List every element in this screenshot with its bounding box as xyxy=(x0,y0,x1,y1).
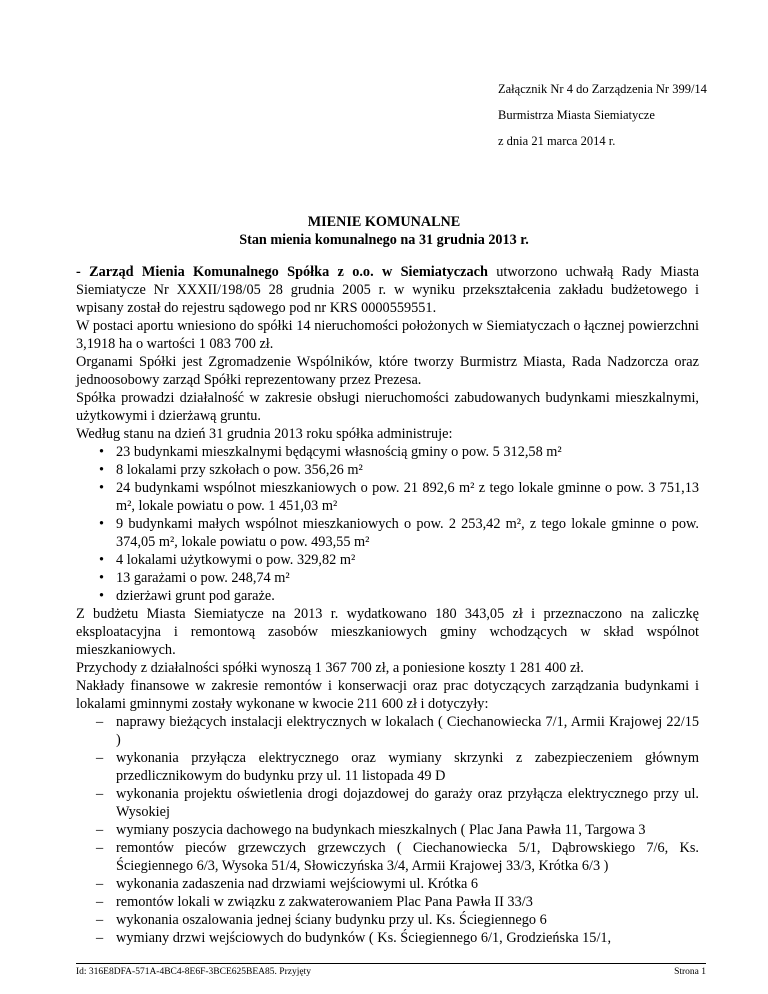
list-item: • 8 lokalami przy szkołach o pow. 356,26 m² xyxy=(99,462,363,478)
dash-mark: – xyxy=(96,750,104,766)
list-item: – wykonania zadaszenia nad drzwiami wejściowymi ul. Krótka 6 xyxy=(96,876,479,892)
bullet-mark: • xyxy=(99,570,105,586)
page-title: MIENIE KOMUNALNE xyxy=(307,214,461,230)
list-item: – wymiany drzwi wejściowych do budynków ( Ks. Ściegiennego 6/1, Grodzieńska 15/1, xyxy=(96,930,612,946)
dash-mark: – xyxy=(96,822,104,838)
annex-header xyxy=(498,76,707,154)
annex-line-1: Załącznik Nr 4 do Zarządzenia Nr 399/14 xyxy=(498,82,707,96)
bullet-mark: • xyxy=(99,552,105,568)
title-block xyxy=(0,213,768,249)
paragraph: Według stanu na dzień 31 grudnia 2013 roku spółka administruje: xyxy=(76,426,453,442)
intro-paragraph xyxy=(76,263,699,317)
dash-mark: – xyxy=(96,786,104,802)
dash-mark: – xyxy=(96,912,104,928)
list-item: – naprawy bieżących instalacji elektrycznych w lokalach ( Ciechanowiecka 7/1, Armii Krajowej 22/15 ) xyxy=(96,714,699,748)
list-item: – remontów pieców grzewczych grzewczych ( Ciechanowiecka 5/1, Dąbrowskiego 7/6, Ks. Ściegiennego 6/3, Wysoka 51/4, Słowiczyńska 3/4, Armii Krajowej 33/3, Krótka 6/3 ) xyxy=(96,840,699,874)
list-item: • dzierżawi grunt pod garaże. xyxy=(99,588,275,604)
paragraph: Nakłady finansowe w zakresie remontów i konserwacji oraz prac dotyczących zarządzania budynkami i lokalami gminnymi zostały wykonane w kwocie 211 600 zł i dotyczyły: xyxy=(76,678,699,712)
list-item: • 24 budynkami wspólnot mieszkaniowych o pow. 21 892,6 m² z tego lokale gminne o pow. 3 751,13 m², lokale powiatu o pow. 1 451,03 m² xyxy=(99,480,699,514)
intro-bold-lead: - Zarząd Mienia Komunalnego Spółka z o.o. w Siemiatyczach xyxy=(76,264,488,280)
list-item: • 23 budynkami mieszkalnymi będącymi własnością gminy o pow. 5 312,58 m² xyxy=(99,444,562,460)
bullet-mark: • xyxy=(99,480,105,496)
footer-divider xyxy=(76,963,706,964)
dash-mark: – xyxy=(96,840,104,856)
footer-document-id: Id: 316E8DFA-571A-4BC4-8E6F-3BCE625BEA85. Przyjęty xyxy=(76,967,311,977)
bullet-mark: • xyxy=(99,516,105,532)
list-item: – wymiany poszycia dachowego na budynkach mieszkalnych ( Plac Jana Pawła 11, Targowa 3 xyxy=(96,822,646,838)
annex-line-3: z dnia 21 marca 2014 r. xyxy=(498,134,616,148)
bullet-mark: • xyxy=(99,444,105,460)
list-item: • 9 budynkami małych wspólnot mieszkaniowych o pow. 2 253,42 m², z tego lokale gminne o pow. 374,05 m², lokale powiatu o pow. 493,55 m² xyxy=(99,516,699,550)
list-item: – wykonania oszalowania jednej ściany budynku przy ul. Ks. Ściegiennego 6 xyxy=(96,912,547,928)
list-item: – wykonania przyłącza elektrycznego oraz wymiany skrzynki z zabezpieczeniem głównym przedlicznikowym do budynku przy ul. 11 listopada 49 D xyxy=(96,750,699,784)
paragraph: Organami Spółki jest Zgromadzenie Wspólników, które tworzy Burmistrz Miasta, Rada Nadzorcza oraz jednoosobowy zarząd Spółki reprezentowany przez Prezesa. xyxy=(76,354,699,388)
document-body xyxy=(76,263,699,947)
list-item: • 4 lokalami użytkowymi o pow. 329,82 m² xyxy=(99,552,356,568)
paragraph: W postaci aportu wniesiono do spółki 14 nieruchomości położonych w Siemiatyczach o łącznej powierzchni 3,1918 ha o wartości 1 083 700 zł. xyxy=(76,318,699,352)
dash-mark: – xyxy=(96,894,104,910)
page-subtitle: Stan mienia komunalnego na 31 grudnia 2013 r. xyxy=(239,232,529,248)
list-item: • 13 garażami o pow. 248,74 m² xyxy=(99,570,290,586)
dash-mark: – xyxy=(96,714,104,730)
paragraph: Spółka prowadzi działalność w zakresie obsługi nieruchomości zabudowanych budynkami mieszkalnymi, użytkowymi i dzierżawą gruntu. xyxy=(76,390,699,424)
list-item: – wykonania projektu oświetlenia drogi dojazdowej do garaży oraz przyłącza elektrycznego przy ul. Wysokiej xyxy=(96,786,699,820)
bullet-mark: • xyxy=(99,462,105,478)
bullet-list xyxy=(76,443,699,605)
list-item: – remontów lokali w związku z zakwaterowaniem Plac Pana Pawła II 33/3 xyxy=(96,894,533,910)
footer-page-number: Strona 1 xyxy=(674,967,706,977)
annex-line-2: Burmistrza Miasta Siemiatycze xyxy=(498,108,655,122)
dash-list xyxy=(76,713,699,947)
paragraph: Z budżetu Miasta Siemiatycze na 2013 r. wydatkowano 180 343,05 zł i przeznaczono na zaliczkę eksploatacyjna i remontową zasobów mieszkaniowych gminy wchodzących w skład wspólnot mieszkaniowych. xyxy=(76,606,699,658)
dash-mark: – xyxy=(96,930,104,946)
dash-mark: – xyxy=(96,876,104,892)
paragraph: Przychody z działalności spółki wynoszą 1 367 700 zł, a poniesione koszty 1 281 400 zł. xyxy=(76,660,584,676)
bullet-mark: • xyxy=(99,588,105,604)
intro-text: utworzono uchwałą Rady Miasta Siemiatycze Nr XXXII/198/05 28 grudnia 2005 r. w wyniku przekształcenia zakładu budżetowego i wpisany został do rejestru sądowego pod nr KRS 0000559551. xyxy=(76,264,699,316)
